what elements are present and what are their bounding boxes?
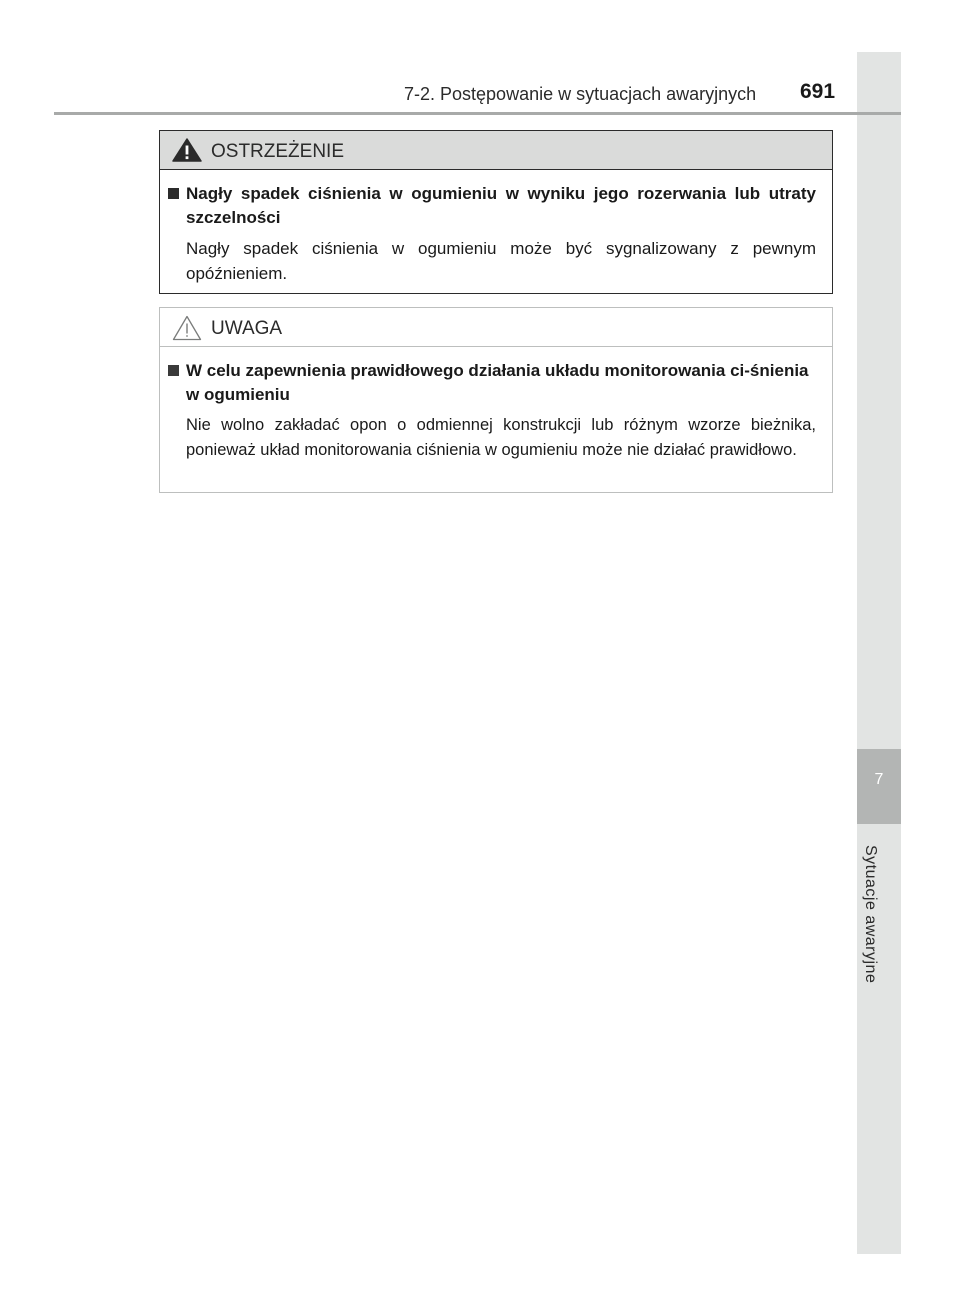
- caution-item-heading-text: W celu zapewnienia prawidłowego działania układu monitorowania ci-śnienia w ogumieniu: [186, 361, 809, 404]
- warning-box-header: [160, 131, 832, 170]
- warning-item-text: Nagły spadek ciśnienia w ogumieniu może być sygnalizowany z pewnym opóźnieniem.: [186, 239, 816, 283]
- caution-item-text: Nie wolno zakładać opon o odmiennej konstrukcji lub różnym wzorze bieżnika, ponieważ układ monitorowania ciśnienia w ogumieniu może nie działać prawidłowo.: [186, 416, 816, 459]
- chapter-side-tab: [857, 52, 901, 1254]
- warning-box-title: OSTRZEŻENIE: [211, 141, 345, 162]
- warning-item-heading-text: Nagły spadek ciśnienia w ogumieniu w wyniku jego rozerwania lub utraty szczelności: [186, 184, 816, 227]
- caution-box-body: [160, 347, 832, 463]
- section-title: 7-2. Postępowanie w sytuacjach awaryjnych: [404, 84, 757, 104]
- caution-triangle-icon: [172, 315, 202, 346]
- caution-item-heading: [168, 359, 816, 407]
- warning-box-body: [160, 170, 832, 286]
- square-bullet-icon: [168, 188, 179, 199]
- caution-box-header: [160, 308, 832, 347]
- warning-item-heading: [168, 182, 816, 230]
- caution-box-title: UWAGA: [211, 318, 283, 339]
- warning-box: [159, 130, 833, 294]
- caution-box: [159, 307, 833, 493]
- page-number: 691: [800, 80, 836, 103]
- warning-triangle-icon: [172, 138, 202, 167]
- chapter-number-tab: [857, 749, 901, 824]
- chapter-number: 7: [874, 771, 884, 788]
- square-bullet-icon: [168, 365, 179, 376]
- header-rule: [54, 112, 901, 115]
- chapter-label: Sytuacje awaryjne: [862, 845, 879, 984]
